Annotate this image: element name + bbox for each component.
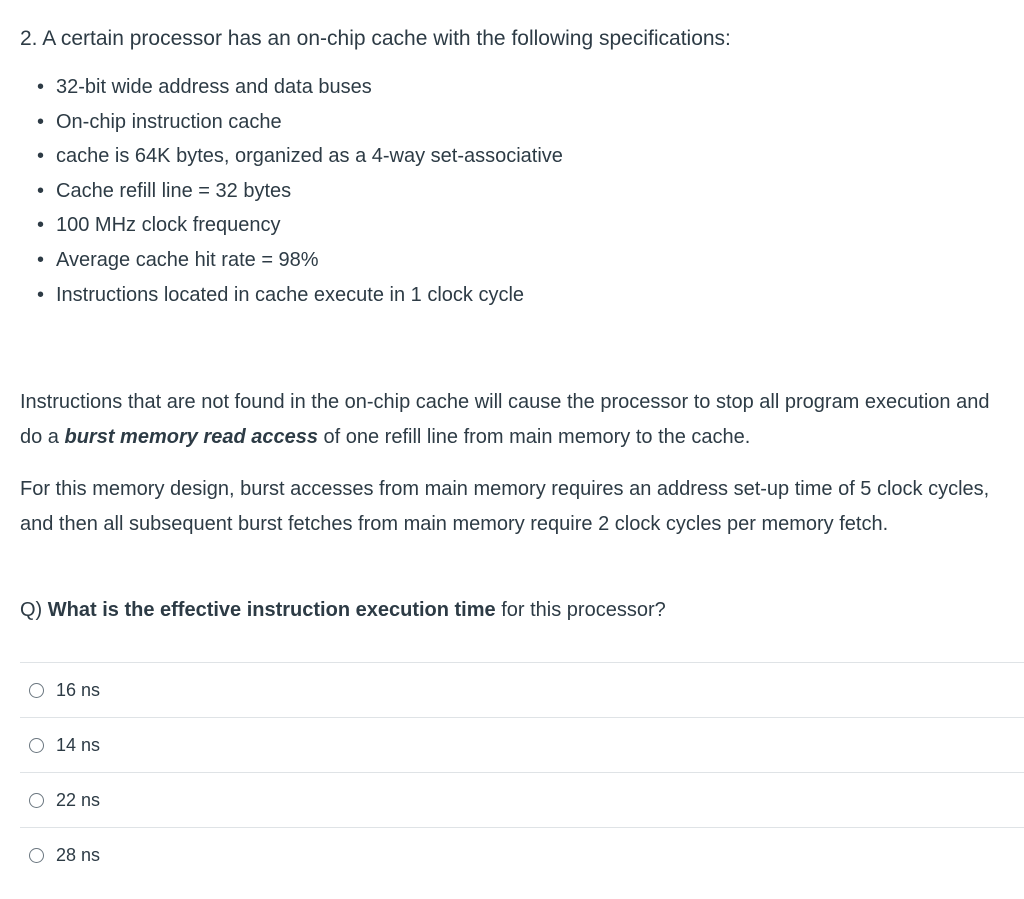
spec-text: Cache refill line = 32 bytes [56, 179, 292, 202]
answer-label: 28 ns [56, 844, 101, 865]
answer-label: 14 ns [56, 734, 101, 755]
question-container [20, 22, 1024, 621]
answer-list [20, 662, 1024, 882]
radio-button[interactable] [29, 738, 44, 753]
bullet-icon: • [37, 145, 45, 168]
paragraph-cache-miss [20, 385, 1000, 454]
paragraph-text: Instructions that are not found in the on-chip cache will cause the processor to stop all program execution and do a [20, 391, 990, 448]
spec-text: Average cache hit rate = 98% [56, 248, 319, 271]
bullet-icon: • [37, 179, 45, 202]
prompt-bold: What is the effective instruction execution time [47, 599, 496, 621]
spec-item [37, 174, 1024, 209]
spec-text: 32-bit wide address and data buses [56, 76, 372, 98]
spec-text: 100 MHz clock frequency [56, 214, 281, 237]
answer-option[interactable] [20, 772, 1024, 827]
paragraph-text: of one refill line from main memory to the cache. [317, 425, 751, 448]
spec-text: On-chip instruction cache [56, 110, 282, 133]
question-prompt [20, 593, 1000, 628]
answer-option[interactable] [20, 827, 1024, 882]
question-header: 2. A certain processor has an on-chip cache with the following specifications: [20, 27, 731, 50]
spec-item [37, 139, 1024, 174]
answer-option[interactable] [20, 662, 1024, 717]
radio-button[interactable] [29, 848, 44, 863]
radio-button[interactable] [29, 683, 44, 698]
spec-text: Instructions located in cache execute in 1 clock cycle [56, 283, 525, 306]
bullet-icon: • [37, 248, 45, 271]
spec-item [37, 243, 1024, 278]
spec-item [37, 105, 1024, 140]
prompt-prefix: Q) [20, 599, 48, 621]
answer-label: 16 ns [56, 679, 101, 700]
bullet-icon: • [37, 214, 45, 237]
radio-button[interactable] [29, 793, 44, 808]
bullet-icon: • [37, 76, 45, 98]
spec-item [37, 70, 1024, 105]
spec-item [37, 208, 1024, 243]
spec-text: cache is 64K bytes, organized as a 4-way set-associative [56, 145, 563, 168]
bullet-icon: • [37, 283, 45, 306]
answer-label: 22 ns [56, 789, 101, 810]
bullet-icon: • [37, 110, 45, 133]
paragraph-memory-design: For this memory design, burst accesses from main memory requires an address set-up time of 5 clock cycles, and then all subsequent burst fetches from main memory require 2 clock cycles per memory fetch. [20, 478, 990, 535]
spec-item [37, 278, 1024, 313]
emphasis-text: burst memory read access [64, 425, 318, 448]
answer-option[interactable] [20, 717, 1024, 772]
spec-list [20, 70, 1024, 312]
prompt-suffix: for this processor? [495, 599, 666, 621]
